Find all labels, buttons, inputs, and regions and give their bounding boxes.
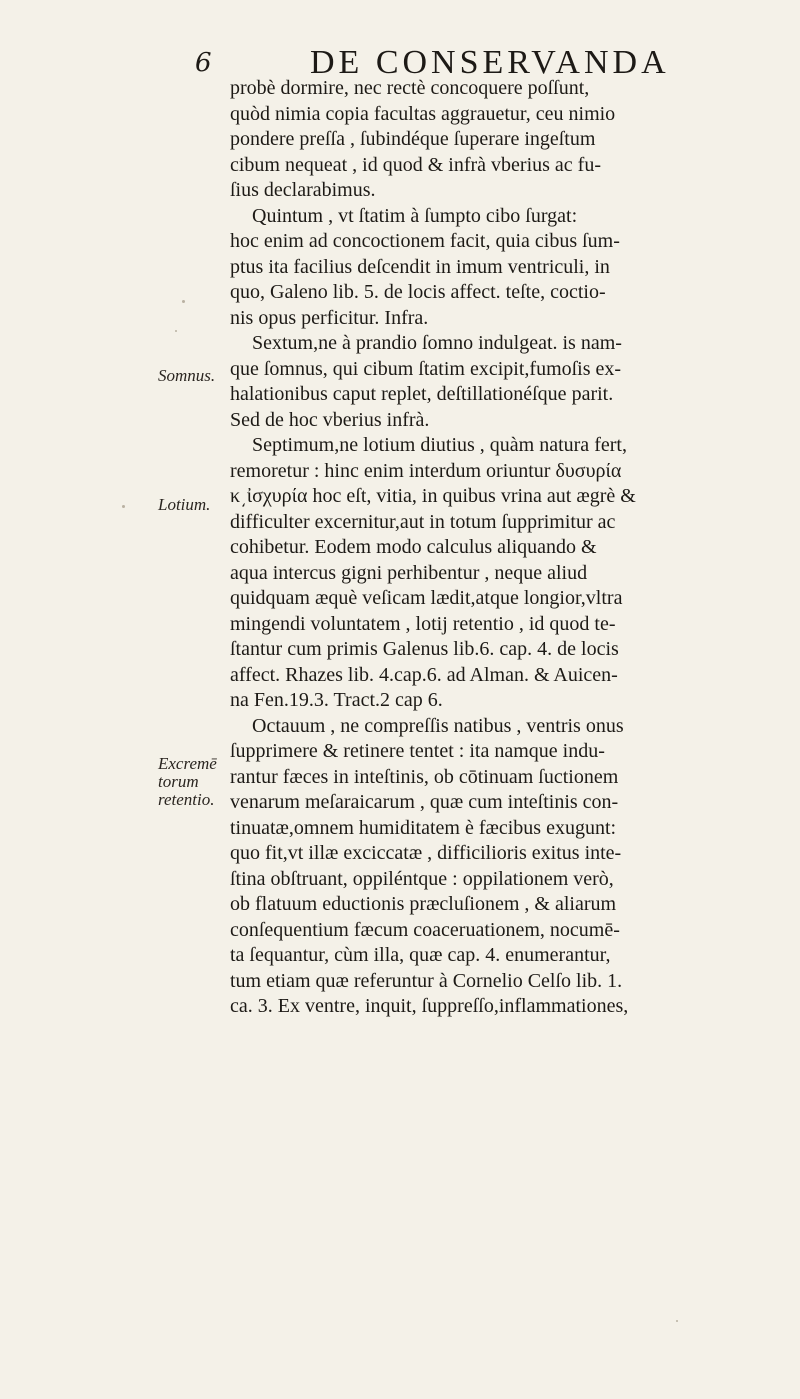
text-line: ta ſequantur, cùm illa, quæ cap. 4. enumerantur,	[230, 944, 611, 966]
margin-note-excrementorum	[158, 755, 228, 809]
text-line: ſtantur cum primis Galenus lib.6. cap. 4. de locis	[230, 638, 619, 660]
body-text	[230, 76, 770, 1020]
text-line: pondere preſſa , ſubindéque ſuperare ingeſtum	[230, 128, 596, 150]
text-line: Quintum , vt ſtatim à ſumpto cibo ſurgat:	[252, 204, 578, 227]
text-line: affect. Rhazes lib. 4.cap.6. ad Alman. & Auicen-	[230, 663, 618, 686]
text-line: na Fen.19.3. Tract.2 cap 6.	[230, 689, 443, 711]
text-line: ob flatuum eductionis præcluſionem , & aliarum	[230, 893, 617, 915]
text-line: remoretur : hinc enim interdum oriuntur δυσυρία	[230, 459, 622, 482]
text-line: cohibetur. Eodem modo calculus aliquando &	[230, 536, 597, 558]
text-line: ca. 3. Ex ventre, inquit, ſuppreſſo,inflammationes,	[230, 995, 629, 1017]
text-line: halationibus caput replet, deſtillationéſque parit.	[230, 383, 614, 405]
text-line: conſequentium fæcum coaceruationem, nocumē-	[230, 918, 620, 941]
margin-note-line: torum	[158, 772, 199, 791]
text-line: quòd nimia copia facultas aggrauetur, ceu nimio	[230, 102, 616, 125]
text-line: venarum meſaraicarum , quæ cum inteſtinis con-	[230, 791, 619, 813]
text-line: Octauum , ne compreſſis natibus , ventris onus	[252, 714, 624, 737]
margin-note-line: retentio.	[158, 790, 215, 809]
text-line: probè dormire, nec rectè concoquere poſſunt,	[230, 77, 590, 99]
paper-speck	[182, 300, 185, 303]
text-line: ptus ita facilius deſcendit in imum ventriculi, in	[230, 255, 610, 278]
text-line: nis opus perficitur. Infra.	[230, 306, 429, 329]
text-line: tum etiam quæ referuntur à Cornelio Celſo lib. 1.	[230, 969, 623, 992]
paper-speck	[676, 1320, 678, 1322]
text-line: κ͵ἰσχυρία hoc eſt, vitia, in quibus vrina aut ægrè &	[230, 485, 636, 507]
page-number: 6	[195, 48, 212, 78]
running-head: DE CONSERVANDA	[310, 44, 670, 81]
text-line: Septimum,ne lotium diutius , quàm natura fert,	[252, 434, 627, 456]
text-line: difficulter excernitur,aut in totum ſupprimitur ac	[230, 510, 616, 533]
text-line: mingendi voluntatem , lotij retentio , id quod te-	[230, 612, 616, 635]
text-line: quo, Galeno lib. 5. de locis affect. teſte, coctio-	[230, 281, 606, 303]
margin-note-lotium: Lotium.	[158, 495, 211, 514]
text-line: cibum nequeat , id quod & infrà vberius ac fu-	[230, 153, 601, 176]
margin-note-line: Excremē	[158, 754, 217, 773]
text-line: ſtina obſtruant, oppiléntque : oppilationem verò,	[230, 867, 614, 890]
text-line: tinuatæ,omnem humiditatem è fæcibus exugunt:	[230, 816, 617, 839]
text-line: quo fit,vt illæ exciccatæ , difficilioris exitus inte-	[230, 842, 622, 864]
text-line: aqua intercus gigni perhibentur , neque aliud	[230, 561, 588, 584]
text-line: que ſomnus, qui cibum ſtatim excipit,fumoſis ex-	[230, 357, 622, 380]
text-line: rantur fæces in inteſtinis, ob cōtinuam ſuctionem	[230, 765, 619, 788]
paper-speck	[175, 330, 177, 332]
text-line: ſius declarabimus.	[230, 179, 376, 201]
text-line: ſupprimere & retinere tentet : ita namque indu-	[230, 740, 605, 762]
text-line: Sextum,ne à prandio ſomno indulgeat. is nam-	[252, 332, 622, 354]
text-line: Sed de hoc vberius infrà.	[230, 408, 430, 431]
paper-speck	[122, 505, 125, 508]
text-line: quidquam æquè veſicam lædit,atque longior,vltra	[230, 587, 623, 609]
text-line: hoc enim ad concoctionem facit, quia cibus ſum-	[230, 230, 620, 252]
margin-note-somnus: Somnus.	[158, 366, 216, 385]
